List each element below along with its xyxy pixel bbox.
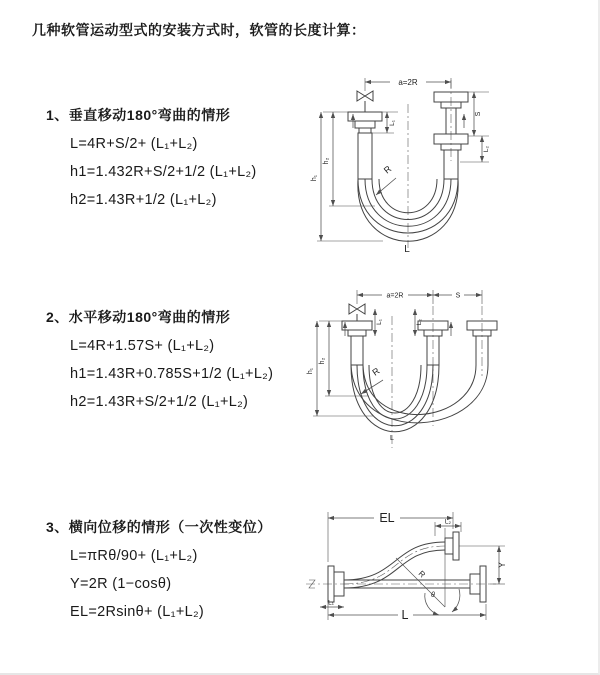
dim-label-a2r: a=2R — [386, 292, 404, 300]
flange-nut — [342, 321, 372, 330]
dim-label-s: S — [455, 292, 461, 300]
dim-label-l2: L₂ — [444, 518, 452, 526]
dim-label-y: Y — [497, 561, 507, 569]
valve-icon — [349, 304, 365, 314]
dim-label-s: S — [475, 111, 482, 117]
section-1-formula-h1: h1=1.432R+S/2+1/2 (L₁+L₂) — [70, 164, 257, 180]
radius-label: R — [416, 568, 428, 580]
section-2-heading: 2、水平移动180°弯曲的情形 — [46, 309, 231, 325]
dim-label-l1: L₁ — [328, 599, 334, 607]
section-3-formula-L: L=πRθ/90+ (L₁+L₂) — [70, 548, 198, 564]
section-2-formula-h2: h2=1.43R+S/2+1/2 (L₁+L₂) — [70, 394, 249, 410]
dim-label-h1: h₁ — [307, 367, 314, 375]
diagram-horizontal-180-bend — [303, 276, 593, 466]
section-2-formula-h1: h1=1.43R+0.785S+1/2 (L₁+L₂) — [70, 366, 274, 382]
section-1-formula-h2: h2=1.43R+1/2 (L₁+L₂) — [70, 192, 217, 208]
length-label: L — [401, 608, 409, 622]
diagram-vertical-180-bend — [303, 66, 588, 261]
dim-label-h1: h₁ — [311, 174, 318, 182]
dim-label-l1: L₁ — [389, 120, 396, 126]
radius-label: R — [370, 365, 382, 378]
dim-label-l2: L₂ — [483, 145, 490, 153]
braided-hose-end — [351, 336, 363, 365]
braided-hose-end — [358, 133, 372, 179]
dim-label-l2: L₂ — [416, 318, 423, 326]
length-label: L — [390, 435, 394, 442]
valve-icon — [357, 91, 373, 101]
dim-label-h2: h₂ — [323, 157, 330, 165]
section-1-heading: 1、垂直移动180°弯曲的情形 — [46, 107, 231, 123]
section-2-formula-L: L=4R+1.57S+ (L₁+L₂) — [70, 338, 215, 354]
dim-label-a2r: a=2R — [398, 77, 418, 87]
angle-label: θ — [431, 592, 435, 599]
dim-label-h2: h₂ — [319, 357, 326, 365]
hose-displaced — [344, 542, 445, 580]
section-3-formula-EL: EL=2Rsinθ+ (L₁+L₂) — [70, 604, 205, 620]
diagram-lateral-displacement — [298, 496, 598, 666]
dim-label-el: EL — [379, 511, 395, 525]
section-1-formula-L: L=4R+S/2+ (L₁+L₂) — [70, 136, 198, 152]
length-label: L — [404, 244, 410, 255]
flange-plate-displaced — [453, 532, 459, 560]
section-3-heading: 3、横向位移的情形（一次性变位） — [46, 519, 272, 535]
dim-label-l1: L₁ — [376, 319, 383, 325]
section-3-formula-Y: Y=2R (1−cosθ) — [70, 576, 172, 592]
page-title: 几种软管运动型式的安装方式时，软管的长度计算： — [32, 22, 366, 38]
radius-label: R — [381, 163, 394, 176]
